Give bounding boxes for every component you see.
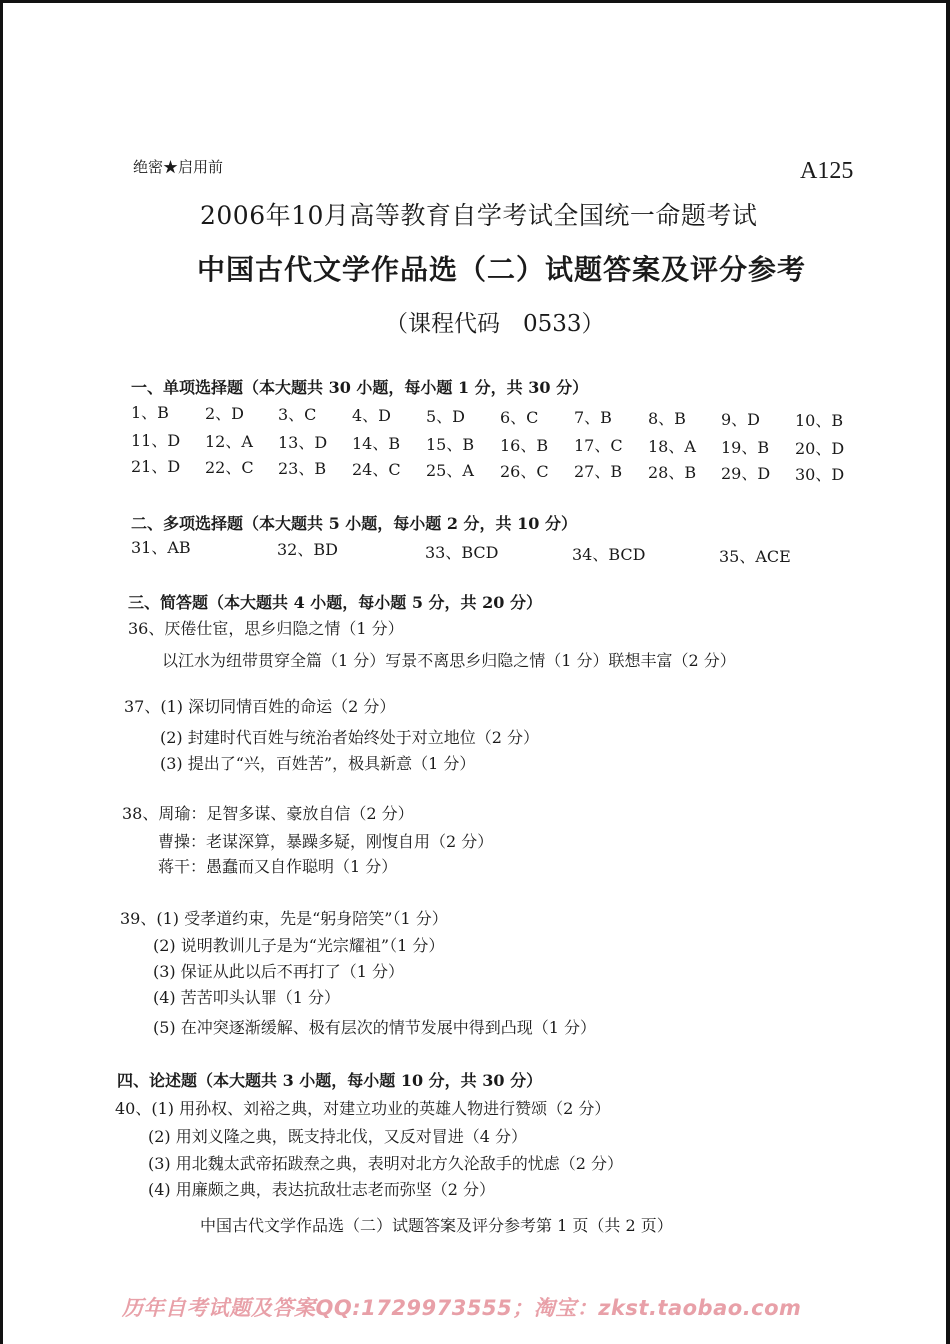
answer-10: 10、B [795,411,844,430]
answer-17: 17、C [574,436,623,455]
course-code: （课程代码 0533） [385,311,605,337]
answer-1: 1、B [131,403,169,422]
scan-border-top [0,0,950,3]
confidential-label: 绝密★启用前 [133,158,224,176]
q38-line3: 蒋干：愚蠢而又自作聪明（1 分） [158,857,398,876]
q39-line2: (2) 说明教训儿子是为“光宗耀祖”（1 分） [153,936,445,955]
section2-title: 二、多项选择题（本大题共 5 小题，每小题 2 分，共 10 分） [131,514,577,533]
answer-14: 14、B [352,434,401,453]
answer-7: 7、B [574,408,612,427]
answer-16: 16、B [500,436,549,455]
q36-line2: 以江水为纽带贯穿全篇（1 分）写景不离思乡归隐之情（1 分）联想丰富（2 分） [162,651,736,670]
scan-border-right [946,0,950,1344]
answer-2: 2、D [205,404,245,423]
answer-3: 3、C [278,405,317,424]
section3-title: 三、简答题（本大题共 4 小题，每小题 5 分，共 20 分） [128,593,542,612]
q40-line1: 40、(1) 用孙权、刘裕之典，对建立功业的英雄人物进行赞颂（2 分） [115,1099,611,1118]
answer-12: 12、A [205,432,253,451]
q37-line2: (2) 封建时代百姓与统治者始终处于对立地位（2 分） [160,728,540,747]
exam-title: 2006年10月高等教育自学考试全国统一命题考试 [200,201,758,230]
answer-11: 11、D [131,431,181,450]
answer-15: 15、B [426,435,475,454]
q39-line1: 39、(1) 受孝道约束，先是“躬身陪笑”（1 分） [120,909,448,928]
page-footer: 中国古代文学作品选（二）试题答案及评分参考第 1 页（共 2 页） [200,1216,673,1235]
answer-29: 29、D [721,464,771,483]
answer-5: 5、D [426,407,466,426]
q36-line1: 36、厌倦仕宦，思乡归隐之情（1 分） [128,619,404,638]
q40-line4: (4) 用廉颇之典，表达抗敌壮志老而弥坚（2 分） [148,1180,496,1199]
q39-line5: (5) 在冲突逐渐缓解、极有层次的情节发展中得到凸现（1 分） [153,1018,597,1037]
answer-9: 9、D [721,410,761,429]
answer-26: 26、C [500,462,549,481]
watermark-text: 历年自考试题及答案QQ:1729973555；淘宝：zkst.taobao.com [122,1296,802,1320]
q37-line3: (3) 提出了“兴，百姓苦”，极具新意（1 分） [160,754,476,773]
q40-line3: (3) 用北魏太武帝拓跋焘之典，表明对北方久沦敌手的忧虑（2 分） [148,1154,624,1173]
q40-line2: (2) 用刘义隆之典，既支持北伐，又反对冒进（4 分） [148,1127,528,1146]
answer-33: 33、BCD [425,543,499,562]
answer-35: 35、ACE [719,547,791,566]
answer-22: 22、C [205,458,254,477]
q38-line1: 38、周瑜：足智多谋、豪放自信（2 分） [122,804,414,823]
q39-line4: (4) 苦苦叩头认罪（1 分） [153,988,341,1007]
scan-border-left [0,0,3,1344]
answer-19: 19、B [721,438,770,457]
section4-title: 四、论述题（本大题共 3 小题，每小题 10 分，共 30 分） [117,1071,543,1090]
answer-4: 4、D [352,406,392,425]
answer-34: 34、BCD [572,545,646,564]
answer-28: 28、B [648,463,697,482]
paper-code: A125 [800,158,854,184]
answer-30: 30、D [795,465,845,484]
q37-line1: 37、(1) 深切同情百姓的命运（2 分） [124,697,396,716]
answer-23: 23、B [278,459,327,478]
section1-title: 一、单项选择题（本大题共 30 小题，每小题 1 分，共 30 分） [131,378,589,397]
q38-line2: 曹操：老谋深算，暴躁多疑，刚愎自用（2 分） [158,832,494,851]
answer-27: 27、B [574,462,623,481]
answer-13: 13、D [278,433,328,452]
answer-25: 25、A [426,461,474,480]
q39-line3: (3) 保证从此以后不再打了（1 分） [153,962,405,981]
answer-24: 24、C [352,460,401,479]
answer-32: 32、BD [277,540,338,559]
document-title: 中国古代文学作品选（二）试题答案及评分参考 [197,253,807,286]
answer-31: 31、AB [131,538,191,557]
answer-6: 6、C [500,408,539,427]
answer-8: 8、B [648,409,686,428]
answer-21: 21、D [131,457,181,476]
answer-20: 20、D [795,439,845,458]
answer-18: 18、A [648,437,696,456]
